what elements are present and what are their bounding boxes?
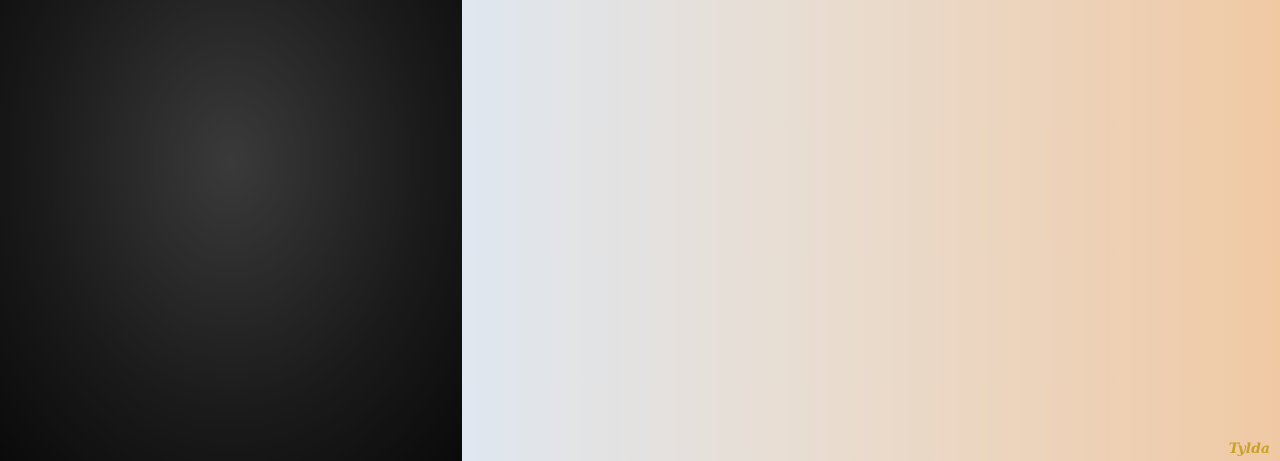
story-text-panel [462, 0, 1280, 461]
signature: Tylda [1228, 441, 1270, 457]
photo-panel [0, 0, 462, 461]
